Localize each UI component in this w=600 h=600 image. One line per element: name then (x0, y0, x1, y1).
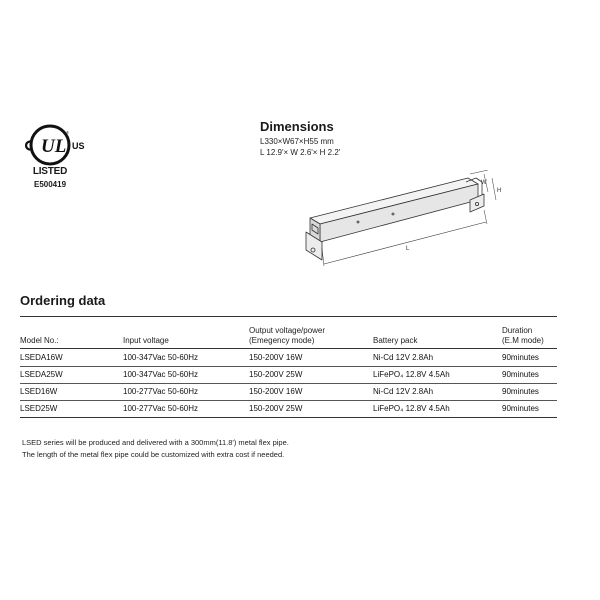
listed-label: LISTED (32, 166, 68, 177)
cell-battery: LiFePO₄ 12.8V 4.5Ah (373, 404, 450, 413)
cell-duration: 90minutes (502, 353, 539, 362)
cell-input: 100-277Vac 50-60Hz (123, 404, 199, 413)
cell-model: LSEDA25W (20, 370, 63, 379)
ul-mark-icon (20, 122, 100, 168)
header-output-line2: (Emegency mode) (249, 336, 315, 345)
cell-output: 150-200V 16W (249, 353, 303, 362)
row-rule (20, 417, 557, 418)
dimensions-metric: L330×W67×H55 mm (260, 137, 334, 146)
cell-duration: 90minutes (502, 387, 539, 396)
header-duration-line2: (E.M mode) (502, 336, 544, 345)
emergency-driver-isometric-drawing-icon (298, 170, 510, 274)
cell-model: LSEDA16W (20, 353, 63, 362)
cell-battery: Ni-Cd 12V 2.8Ah (373, 353, 434, 362)
header-output-line1: Output voltage/power (249, 326, 326, 335)
header-battery: Battery pack (373, 336, 418, 345)
cell-battery: Ni-Cd 12V 2.8Ah (373, 387, 434, 396)
table-row (20, 349, 557, 365)
note-line-2: The length of the metal flex pipe could be customized with extra cost if needed. (22, 450, 285, 459)
svg-text:UL: UL (41, 136, 67, 157)
cell-input: 100-347Vac 50-60Hz (123, 353, 199, 362)
header-duration-line1: Duration (502, 326, 533, 335)
dimensions-imperial: L 12.9'× W 2.6'× H 2.2' (260, 148, 341, 157)
length-label: L (406, 246, 410, 252)
cell-output: 150-200V 25W (249, 370, 303, 379)
note-line-1: LSED series will be produced and delivered with a 300mm(11.8') metal flex pipe. (22, 438, 289, 447)
svg-text:US: US (72, 141, 85, 151)
width-label: W (481, 180, 487, 186)
cell-duration: 90minutes (502, 404, 539, 413)
cell-battery: LiFePO₄ 12.8V 4.5Ah (373, 370, 450, 379)
cell-output: 150-200V 25W (249, 404, 303, 413)
svg-text:®: ® (66, 130, 69, 135)
table-row (20, 366, 557, 382)
file-number: E500419 (33, 180, 67, 189)
table-top-rule (20, 316, 557, 317)
ul-listed-logo (20, 122, 100, 192)
table-row (20, 383, 557, 399)
header-input: Input voltage (123, 336, 169, 345)
ordering-title: Ordering data (20, 293, 106, 308)
cell-duration: 90minutes (502, 370, 539, 379)
cell-output: 150-200V 16W (249, 387, 303, 396)
table-row (20, 400, 557, 416)
header-model: Model No.: (20, 336, 59, 345)
height-label: H (497, 188, 502, 194)
cell-model: LSED25W (20, 404, 58, 413)
dimensions-title: Dimensions (260, 119, 334, 134)
cell-input: 100-277Vac 50-60Hz (123, 387, 199, 396)
cell-input: 100-347Vac 50-60Hz (123, 370, 199, 379)
cell-model: LSED16W (20, 387, 58, 396)
